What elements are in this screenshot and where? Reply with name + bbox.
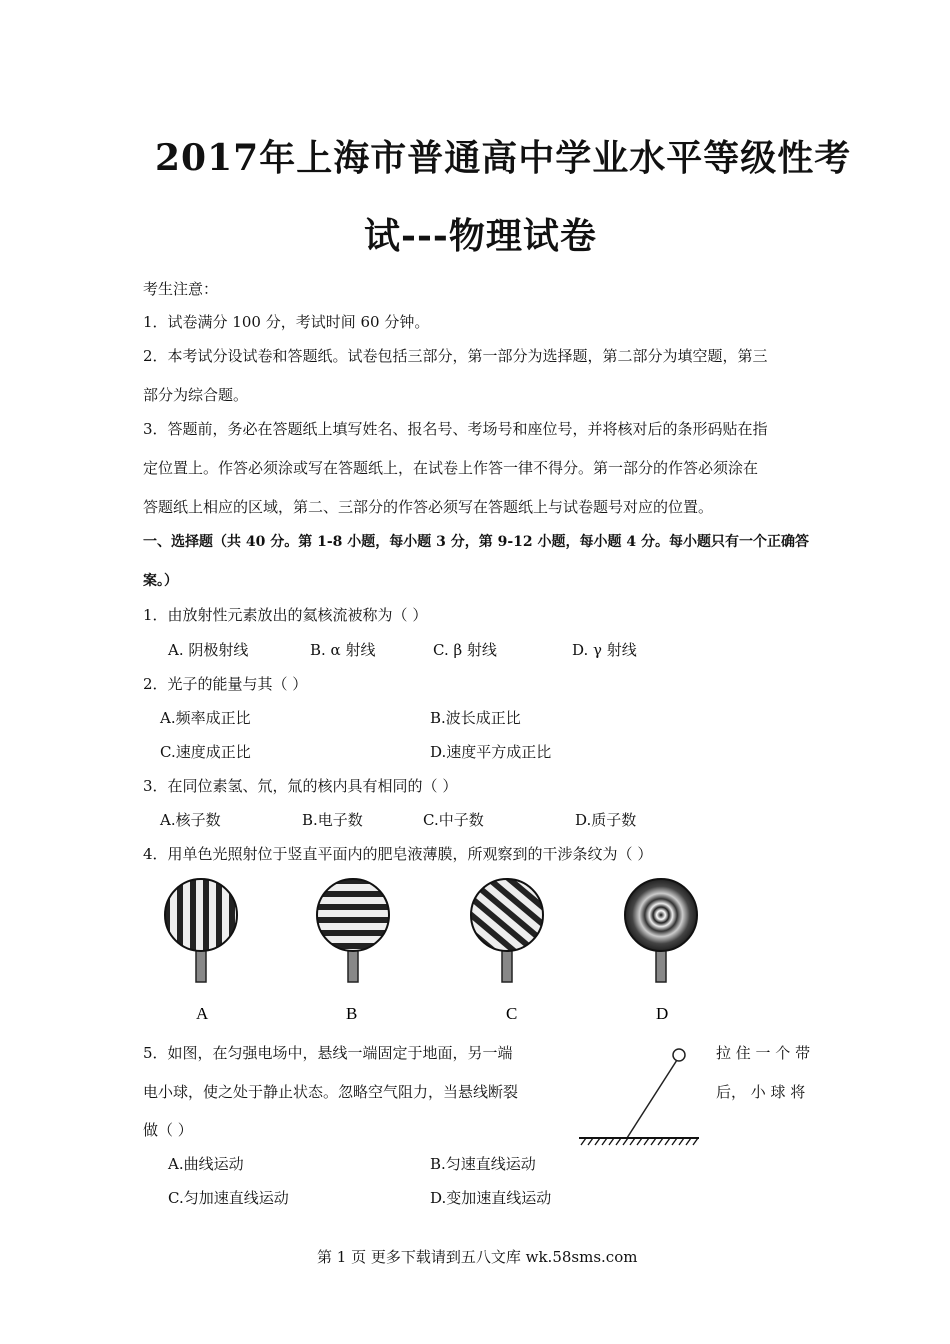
q1-option-b: B. α 射线 [310,641,376,659]
notice-item-1: 1．试卷满分 100 分，考试时间 60 分钟。 [143,313,430,331]
q4-figure [150,870,730,1025]
q3-option-d: D.质子数 [575,811,637,829]
q4-label-b: B [346,1004,358,1023]
mirror-b [317,879,389,982]
q2-option-a: A.频率成正比 [160,709,251,727]
q3-option-b: B.电子数 [302,811,363,829]
q5-figure [575,1040,705,1150]
section1-heading-line2: 案。） [143,573,178,589]
q5-option-d: D.变加速直线运动 [430,1189,552,1207]
q4-stem: 4．用单色光照射位于竖直平面内的肥皂液薄膜，所观察到的干涉条纹为（ ） [143,845,653,863]
q4-label-c: C [506,1004,518,1023]
section1-heading-line1: 一、选择题（共 40 分。第 1-8 小题，每小题 3 分，第 9-12 小题，每小题 4 分。每小题只有一个正确答 [143,534,810,550]
q3-stem: 3．在同位素氢、氘，氚的核内具有相同的（ ） [143,777,458,795]
ground-hatch [581,1138,698,1145]
q1-option-d: D. γ 射线 [572,641,637,659]
q4-label-d: D [656,1004,669,1023]
hanging-thread [627,1060,677,1138]
notice-item-3-line2: 定位置上。作答必须涂或写在答题纸上，在试卷上作答一律不得分。第一部分的作答必须涂在 [143,459,759,477]
q3-option-a: A.核子数 [160,811,221,829]
q5-line1-right: 拉 住 一 个 带 [716,1044,811,1062]
mirror-d [625,879,697,982]
q5-line1-left: 5．如图，在匀强电场中，悬线一端固定于地面，另一端 [143,1044,513,1062]
q1-stem: 1．由放射性元素放出的氦核流被称为（ ） [143,606,428,624]
q5-option-c: C.匀加速直线运动 [168,1189,289,1207]
q5-line3: 做（ ） [143,1121,193,1139]
q3-option-c: C.中子数 [423,811,484,829]
notice-item-2-line1: 2．本考试分设试卷和答题纸。试卷包括三部分，第一部分为选择题，第二部分为填空题，第三 [143,347,768,365]
q5-line2-left: 电小球，使之处于静止状态。忽略空气阻力，当悬线断裂 [143,1083,519,1101]
mirror-a [165,879,237,982]
notice-item-3-line1: 3．答题前，务必在答题纸上填写姓名、报名号、考场号和座位号，并将核对后的条形码贴在指 [143,420,768,438]
q4-label-a: A [196,1004,209,1023]
charged-ball [673,1049,685,1061]
q2-option-c: C.速度成正比 [160,743,251,761]
mirror-c [430,870,584,995]
page-footer: 第 1 页 更多下载请到五八文库 wk.58sms.com [317,1248,638,1266]
q1-option-a: A. 阴极射线 [168,641,249,659]
q2-option-d: D.速度平方成正比 [430,743,552,761]
page-title-line2: 试---物理试卷 [364,215,597,257]
page-title-line1: 2017年上海市普通高中学业水平等级性考 [155,137,852,179]
notice-heading: 考生注意： [143,280,219,298]
q1-option-c: C. β 射线 [433,641,497,659]
q2-stem: 2．光子的能量与其（ ） [143,675,308,693]
q5-option-a: A.曲线运动 [168,1155,244,1173]
q2-option-b: B.波长成正比 [430,709,521,727]
notice-item-2-line2: 部分为综合题。 [143,386,249,404]
q5-line2-right: 后， 小 球 将 [716,1083,806,1101]
notice-item-3-line3: 答题纸上相应的区域，第二、三部分的作答必须写在答题纸上与试卷题号对应的位置。 [143,498,714,516]
q5-option-b: B.匀速直线运动 [430,1155,536,1173]
